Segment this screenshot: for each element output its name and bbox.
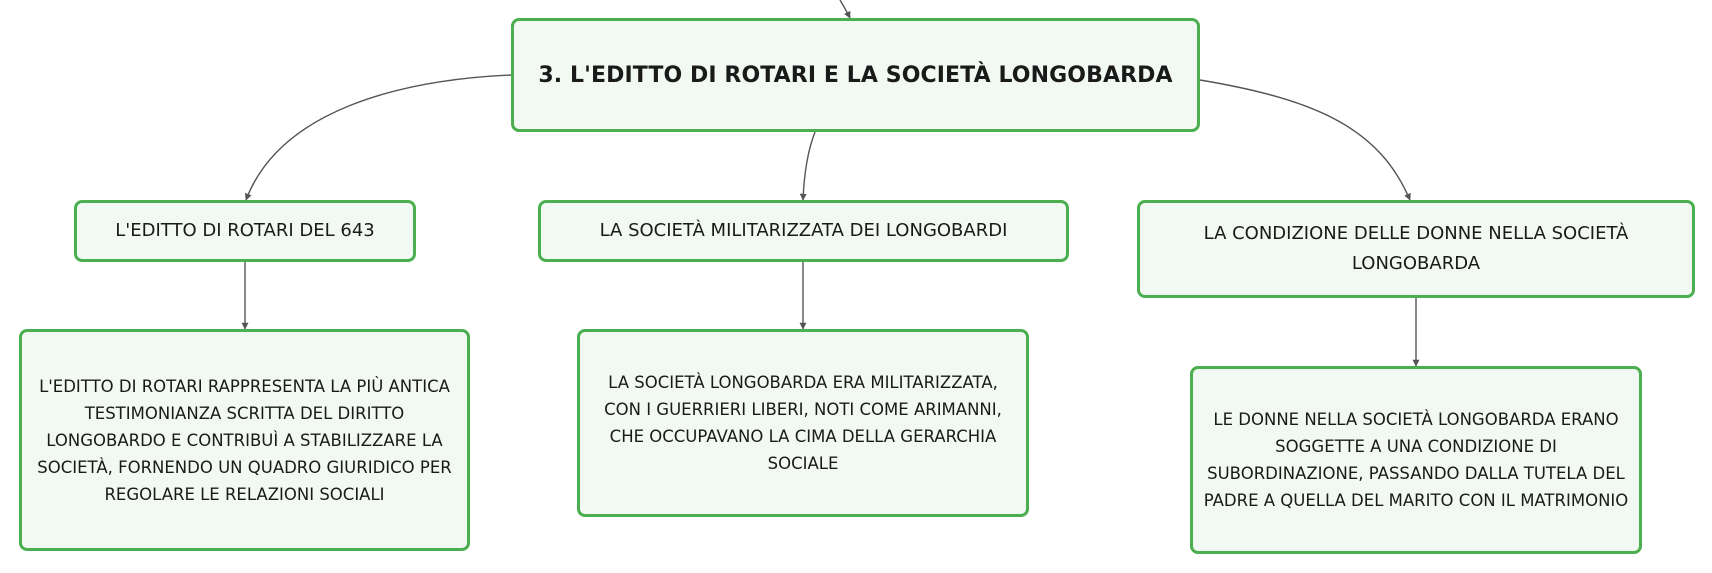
detail-node-edict[interactable]	[19, 329, 470, 551]
root-topic-label: 3. L'EDITTO DI ROTARI E LA SOCIETÀ LONGOBARDA	[538, 62, 1173, 88]
detail-text-edict: L'EDITTO DI ROTARI RAPPRESENTA LA PIÙ ANTICA TESTIMONIANZA SCRITTA DEL DIRITTO LONGOBARDO E CONTRIBUÌ A STABILIZZARE LA SOCIETÀ, FORNENDO UN QUADRO GIURIDICO PER REGOLARE LE RELAZIONI SOCIALI	[37, 376, 452, 504]
branch-node-women-condition[interactable]	[1137, 200, 1695, 298]
branch-node-edict[interactable]	[74, 200, 416, 262]
branch-label-edict: L'EDITTO DI ROTARI DEL 643	[115, 220, 375, 241]
detail-text-women-condition: LE DONNE NELLA SOCIETÀ LONGOBARDA ERANO SOGGETTE A UNA CONDIZIONE DI SUBORDINAZIONE, PASSANDO DALLA TUTELA DEL PADRE A QUELLA DEL MARITO CON IL MATRIMONIO	[1203, 410, 1629, 510]
connector-root-to-military	[803, 132, 815, 200]
branch-node-military-society[interactable]	[538, 200, 1069, 262]
branch-label-military-society: LA SOCIETÀ MILITARIZZATA DEI LONGOBARDI	[599, 220, 1008, 241]
branch-label-women-condition: LA CONDIZIONE DELLE DONNE NELLA SOCIETÀ LONGOBARDA	[1203, 223, 1629, 274]
connector-root-to-women	[1200, 80, 1410, 200]
detail-node-military-society[interactable]	[577, 329, 1029, 517]
root-topic-node[interactable]	[511, 18, 1200, 132]
detail-node-women-condition[interactable]	[1190, 366, 1642, 554]
connector-root-to-edict	[246, 75, 511, 200]
incoming-connector	[840, 0, 850, 18]
detail-text-military-society: LA SOCIETÀ LONGOBARDA ERA MILITARIZZATA, CON I GUERRIERI LIBERI, NOTI COME ARIMANNI, CHE OCCUPAVANO LA CIMA DELLA GERARCHIA SOCIALE	[604, 373, 1002, 473]
